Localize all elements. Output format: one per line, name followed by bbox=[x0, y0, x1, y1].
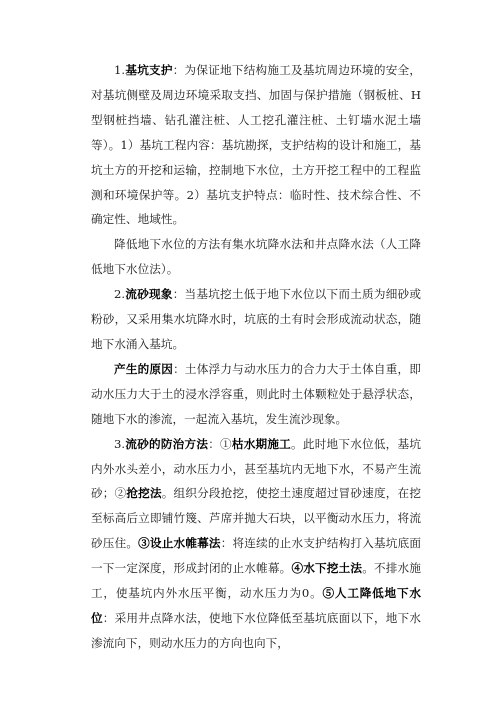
paragraph-quicksand-phenomenon bbox=[91, 282, 421, 357]
term-artificial-dewatering: ⑤人工降低地下水位 bbox=[91, 586, 422, 625]
term-rush-excavation: 抢挖法 bbox=[126, 486, 162, 501]
text-run: 1. bbox=[114, 63, 126, 77]
text-run: 3. bbox=[114, 436, 126, 451]
text-run: ：① bbox=[208, 436, 232, 451]
text-run: ：为保证地下结构施工及基坑周边环境的安全，对基坑侧壁及周边环境采取支挡、加固与保护措施（钢板桩、H型钢桩挡墙、钻孔灌注桩、人工挖孔灌注桩、土钉墙水泥土墙等）。1）基坑工程内容：基坑勘探，支护结构的设计和施工，基坑土方的开挖和运输，控制地下水位，土方开挖工程中的工程监测和环境保护等。2）基坑支护特点：临时性、技术综合性、不确定性、地域性。 bbox=[91, 63, 421, 227]
text-run: ：采用井点降水法，使地下水位降低至基坑底面以下，地下水渗流向下，则动水压力的方向也向下， bbox=[91, 610, 421, 650]
text-run: ：将连续的止水支护结构打入基坑底面一下一定深度，形成封闭的止水帷幕。 bbox=[91, 536, 422, 576]
term-dry-season-construction: 枯水期施工 bbox=[231, 436, 292, 451]
paragraph-causes bbox=[91, 357, 421, 432]
text-run: ：土体浮力与动水压力的合力大于土体自重，即动水压力大于土的浸水浮容重，则此时土体颗粒处于悬浮状态，随地下水的渗流，一起流入基坑，发生流沙现象。 bbox=[91, 361, 421, 426]
text-run: 2. bbox=[114, 287, 126, 302]
term-water-stop-curtain: ③设止水帷幕法 bbox=[138, 536, 221, 551]
term-causes: 产生的原因 bbox=[114, 361, 174, 376]
paragraph-prevention-methods bbox=[91, 432, 421, 656]
text-run: 。不排水施工，使基坑内外水压平衡，动水压力为0。 bbox=[91, 561, 421, 601]
term-quicksand-phenomenon: 流砂现象 bbox=[125, 287, 173, 302]
document-body bbox=[91, 58, 421, 656]
text-run: 。此时地下水位低，基坑内外水头差小，动水压力小，甚至基坑内无地下水，不易产生流砂；② bbox=[91, 436, 421, 501]
text-run: 。组织分段抢挖，使挖土速度超过冒砂速度，在挖至标高后立即铺竹篾、芦席并抛大石块，以平衡动水压力，将流砂压住。 bbox=[91, 486, 421, 551]
text-run: ：当基坑挖土低于地下水位以下而土质为细砂或粉砂，又采用集水坑降水时，坑底的土有时会形成流动状态，随地下水涌入基坑。 bbox=[91, 287, 421, 351]
paragraph-dewatering-methods bbox=[91, 232, 421, 282]
text-run: 降低地下水位的方法有集水坑降水法和井点降水法（人工降低地下水位法）。 bbox=[91, 237, 421, 277]
term-prevention-methods: 流砂的防治方法 bbox=[125, 436, 209, 451]
term-underwater-excavation: ④水下挖土法 bbox=[291, 561, 363, 576]
paragraph-foundation-pit-support bbox=[91, 58, 421, 232]
term-foundation-pit-support: 基坑支护 bbox=[125, 63, 173, 77]
